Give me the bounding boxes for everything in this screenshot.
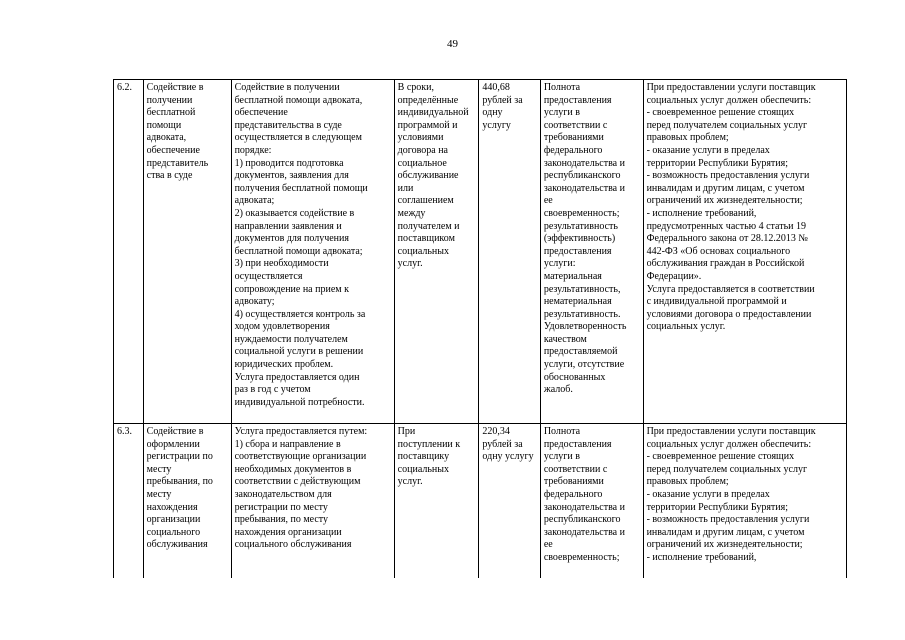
cell-text-line: обслуживание (397, 170, 459, 182)
cell-text-line: бесплатной помощи адвоката, (234, 94, 363, 106)
cell-text-line: или (397, 182, 414, 194)
cell-text-line: своевременность; (543, 207, 620, 219)
service-name-cell (143, 424, 231, 579)
cell-text-line: социального (146, 526, 201, 538)
cell-text-line: нематериальная (543, 296, 612, 308)
cell-text-line: услугу (482, 119, 511, 131)
cell-text-line: ее (543, 539, 553, 551)
cell-text-line: осуществляется в следующем (234, 132, 362, 144)
cell-text-line: результативность, (543, 283, 621, 295)
cell-text-line: нахождения организации (234, 526, 342, 538)
page-number: 49 (447, 38, 458, 50)
cell-text-line: предоставления (543, 438, 612, 450)
cell-text-line: социальное (397, 157, 447, 169)
service-number-cell (114, 80, 144, 424)
cell-text-line: жалоб. (543, 384, 573, 396)
cell-text-line: сопровождение на прием к (234, 283, 349, 295)
cell-text-line: - оказание услуги в пределах (646, 488, 770, 500)
cell-text-line: адвоката, (146, 132, 187, 144)
cell-text-line: требованиями (543, 132, 604, 144)
cell-text-line: своевременность; (543, 551, 620, 563)
cell-text-line: результативность (543, 220, 618, 232)
cell-text-line: раз в год с учетом (234, 384, 311, 396)
cell-text-line: осуществляется (234, 270, 303, 282)
cell-text-line: - возможность предоставления услуги (646, 170, 810, 182)
cell-text-line: При предоставлении услуги поставщик (646, 82, 816, 93)
cell-text-line: 220,34 (482, 426, 510, 437)
cell-text-line: услуги, отсутствие (543, 359, 625, 371)
cell-text-line: документов, заявления для (234, 170, 349, 182)
cell-text-line: условиями договора о предоставлении (646, 308, 812, 320)
cell-text-line: месту (146, 463, 172, 475)
table-row (114, 80, 847, 424)
cell-text-line: законодательства и (543, 157, 625, 169)
cell-text-line: индивидуальной (397, 107, 469, 119)
cell-text-line: определённые (397, 94, 459, 106)
cell-text-line: социальной услуги в решении (234, 346, 364, 358)
cell-text-line: Удовлетворенность (543, 321, 627, 333)
cell-text-line: нуждаемости получателем (234, 333, 348, 345)
services-table (113, 79, 847, 578)
cell-text-line: В сроки, (397, 82, 434, 93)
cell-text-line: обоснованных (543, 371, 606, 383)
cell-text-line: необходимых документов в (234, 463, 352, 475)
cell-text-line: ства в суде (146, 170, 193, 182)
cell-text-line: Услуга предоставляется один (234, 371, 360, 383)
cell-text-line: представительства в суде (234, 119, 342, 131)
cell-text-line: социальных услуг. (646, 321, 726, 333)
cell-text-line: республиканского (543, 170, 621, 182)
cell-text-line: предоставления (543, 245, 612, 257)
cell-text-line: ограничений их жизнедеятельности; (646, 195, 803, 207)
table-row (114, 424, 847, 579)
cell-text-line: инвалидам и другим лицам, с учетом (646, 526, 805, 538)
cell-text-line: предусмотренных частью 4 статьи 19 (646, 220, 806, 232)
cell-text-line: Услуга предоставляется путем: (234, 426, 368, 437)
cell-text-line: Полнота (543, 426, 581, 437)
cell-text-line: законодательства и (543, 526, 625, 538)
service-term-cell (394, 80, 479, 424)
cell-text-line: 440,68 (482, 82, 510, 93)
cell-text-line: инвалидам и другим лицам, с учетом (646, 182, 805, 194)
service-conditions-cell (643, 424, 846, 579)
service-price-cell (479, 424, 540, 579)
cell-text-line: материальная (543, 270, 602, 282)
cell-text-line: соответствующие организации (234, 451, 367, 463)
cell-text-line: перед получателем социальных услуг (646, 119, 808, 131)
cell-text-line: нахождения (146, 501, 198, 513)
cell-text-line: При предоставлении услуги поставщик (646, 426, 816, 437)
service-number: 6.3. (117, 426, 132, 437)
cell-text-line: поставщиком (397, 233, 455, 245)
cell-text-line: законодательства и (543, 182, 625, 194)
cell-text-line: получения бесплатной помощи (234, 182, 368, 194)
cell-text-line: поступлении к (397, 438, 461, 450)
cell-text-line: законодательства и (543, 501, 625, 513)
cell-text-line: Содействие в (146, 82, 204, 93)
cell-text-line: индивидуальной потребности. (234, 396, 365, 408)
cell-text-line: 3) при необходимости (234, 258, 329, 270)
cell-text-line: соответствии с (543, 119, 608, 131)
cell-text-line: одну (482, 107, 503, 119)
cell-text-line: республиканского (543, 514, 621, 526)
cell-text-line: Содействие в получении (234, 82, 340, 93)
cell-text-line: предоставляемой (543, 346, 618, 358)
cell-text-line: поставщику (397, 451, 450, 463)
service-price-cell (479, 80, 540, 424)
cell-text-line: - исполнение требований, (646, 207, 757, 219)
cell-text-line: предоставления (543, 94, 612, 106)
cell-text-line: программой и (397, 119, 458, 131)
cell-text-line: 2) оказывается содействие в (234, 207, 355, 219)
cell-text-line: обеспечение (234, 107, 288, 119)
cell-text-line: ограничений их жизнедеятельности; (646, 539, 803, 551)
service-conditions-cell (643, 80, 846, 424)
cell-text-line: - оказание услуги в пределах (646, 144, 770, 156)
cell-text-line: правовых проблем; (646, 132, 729, 144)
cell-text-line: юридических проблем. (234, 359, 334, 371)
cell-text-line: адвокату; (234, 296, 275, 308)
cell-text-line: регистрации по (146, 451, 213, 463)
cell-text-line: услуги: (543, 258, 576, 270)
cell-text-line: федерального (543, 488, 603, 500)
cell-text-line: 1) сбора и направление в (234, 438, 341, 450)
cell-text-line: направлении заявления и (234, 220, 342, 232)
cell-text-line: результативность. (543, 308, 621, 320)
cell-text-line: адвоката; (234, 195, 275, 207)
cell-text-line: обеспечение (146, 144, 200, 156)
cell-text-line: - возможность предоставления услуги (646, 514, 810, 526)
cell-text-line: социальных услуг должен обеспечить: (646, 94, 812, 106)
cell-text-line: правовых проблем; (646, 476, 729, 488)
cell-text-line: требованиями (543, 476, 604, 488)
cell-text-line: Услуга предоставляется в соответствии (646, 283, 815, 295)
cell-text-line: пребывания, по месту (234, 514, 329, 526)
cell-text-line: Полнота (543, 82, 581, 93)
cell-text-line: социальных (397, 245, 449, 257)
cell-text-line: качеством (543, 333, 587, 345)
cell-text-line: бесплатной помощи адвоката; (234, 245, 363, 257)
cell-text-line: социальных (397, 463, 449, 475)
cell-text-line: Федерального закона от 28.12.2013 № (646, 233, 808, 245)
cell-text-line: перед получателем социальных услуг (646, 463, 808, 475)
cell-text-line: услуг. (397, 258, 423, 270)
cell-text-line: рублей за (482, 438, 523, 450)
cell-text-line: соответствии с (543, 463, 608, 475)
cell-text-line: организации (146, 514, 201, 526)
cell-text-line: социальных услуг должен обеспечить: (646, 438, 812, 450)
cell-text-line: Федерации». (646, 270, 702, 282)
cell-text-line: бесплатной (146, 107, 196, 119)
cell-text-line: ее (543, 195, 553, 207)
cell-text-line: 442-ФЗ «Об основах социального (646, 245, 791, 257)
cell-text-line: обслуживания граждан в Российской (646, 258, 805, 270)
cell-text-line: территории Республики Бурятия; (646, 157, 789, 169)
cell-text-line: документов для получения (234, 233, 349, 245)
service-number: 6.2. (117, 82, 132, 93)
cell-text-line: одну услугу (482, 451, 534, 463)
cell-text-line: социального обслуживания (234, 539, 352, 551)
service-quality-cell (540, 80, 643, 424)
cell-text-line: 4) осуществляется контроль за (234, 308, 366, 320)
service-description-cell (231, 80, 394, 424)
cell-text-line: 1) проводится подготовка (234, 157, 344, 169)
cell-text-line: (эффективность) (543, 233, 616, 245)
cell-text-line: При (397, 426, 416, 437)
cell-text-line: законодательством для (234, 488, 332, 500)
cell-text-line: услуги в (543, 451, 580, 463)
cell-text-line: договора на (397, 144, 448, 156)
service-number-cell (114, 424, 144, 579)
cell-text-line: условиями (397, 132, 444, 144)
service-description-cell (231, 424, 394, 579)
service-term-cell (394, 424, 479, 579)
service-name-cell (143, 80, 231, 424)
cell-text-line: представитель (146, 157, 209, 169)
cell-text-line: - исполнение требований, (646, 551, 757, 563)
cell-text-line: оформлении (146, 438, 200, 450)
cell-text-line: услуг. (397, 476, 423, 488)
cell-text-line: регистрации по месту (234, 501, 328, 513)
cell-text-line: месту (146, 488, 172, 500)
cell-text-line: с индивидуальной программой и (646, 296, 787, 308)
cell-text-line: соответствии с действующим (234, 476, 361, 488)
cell-text-line: соглашением (397, 195, 454, 207)
cell-text-line: помощи (146, 119, 182, 131)
service-quality-cell (540, 424, 643, 579)
cell-text-line: обслуживания (146, 539, 208, 551)
cell-text-line: получателем и (397, 220, 460, 232)
cell-text-line: территории Республики Бурятия; (646, 501, 789, 513)
cell-text-line: получении (146, 94, 193, 106)
cell-text-line: Содействие в (146, 426, 204, 437)
cell-text-line: - своевременное решение стоящих (646, 107, 795, 119)
cell-text-line: федерального (543, 144, 603, 156)
cell-text-line: ходом удовлетворения (234, 321, 330, 333)
cell-text-line: между (397, 207, 426, 219)
cell-text-line: пребывания, по (146, 476, 213, 488)
cell-text-line: - своевременное решение стоящих (646, 451, 795, 463)
cell-text-line: рублей за (482, 94, 523, 106)
cell-text-line: порядке: (234, 144, 272, 156)
cell-text-line: услуги в (543, 107, 580, 119)
